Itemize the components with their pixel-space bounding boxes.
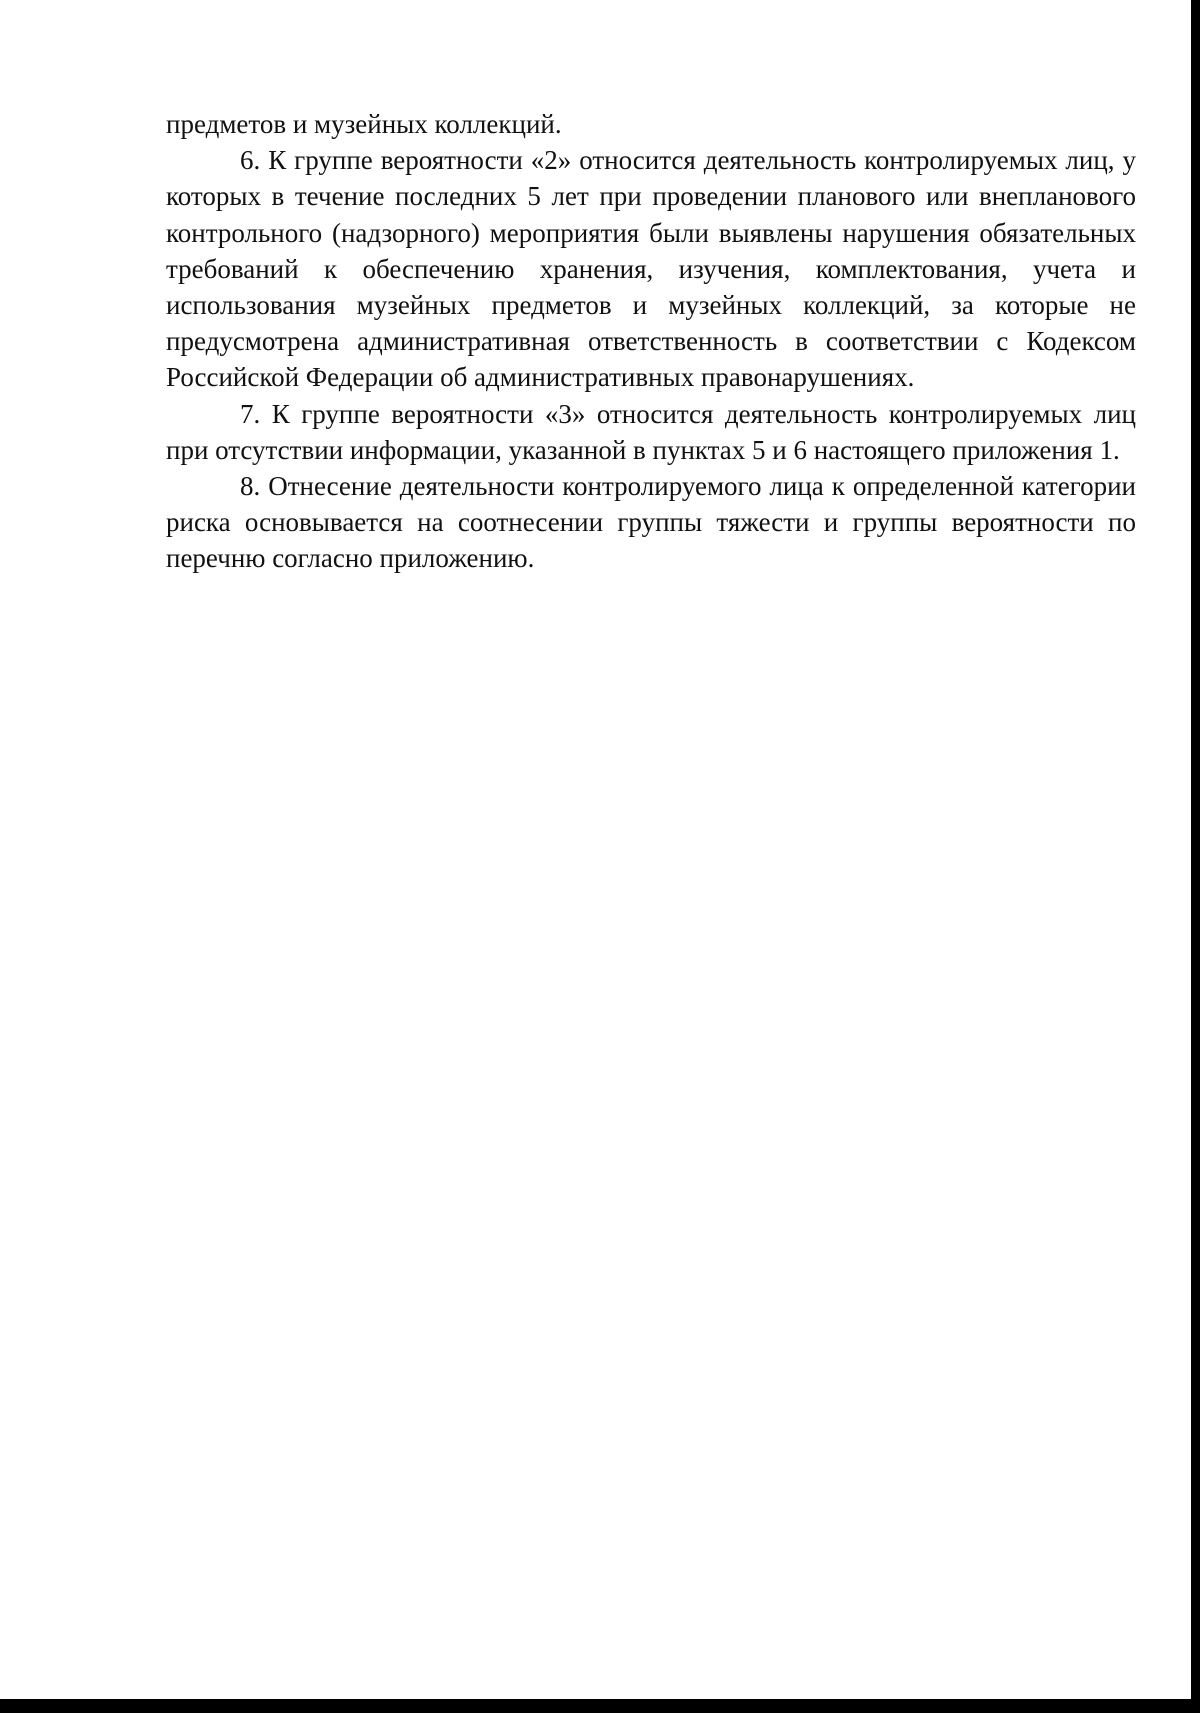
paragraph-continuation: предметов и музейных коллекций. xyxy=(166,109,562,139)
paragraph-item-6: 6. К группе вероятности «2» относится деятельность контролируемых лиц, у которых в течение последних 5 лет при проведении планового или внепланового контрольного (надзорного) мероприятия были выявлены нарушения обязательных требований к обеспечению хранения, изучения, комплектования, учета и использования музейных предметов и музейных коллекций, за которые не предусмотрена административная ответственность в соответствии с Кодексом Российской Федерации об административных правонарушениях. xyxy=(166,145,1136,393)
paragraph-item-8: 8. Отнесение деятельности контролируемого лица к определенной категории риска основывается на соотнесении группы тяжести и группы вероятности по перечню согласно приложению. xyxy=(166,471,1136,574)
paragraph-item-7: 7. К группе вероятности «3» относится деятельность контролируемых лиц при отсутствии информации, указанной в пунктах 5 и 6 настоящего приложения 1. xyxy=(166,398,1136,465)
scan-border-bottom xyxy=(0,1699,1200,1713)
scan-border-right xyxy=(1191,0,1200,1713)
document-body xyxy=(166,106,1136,577)
